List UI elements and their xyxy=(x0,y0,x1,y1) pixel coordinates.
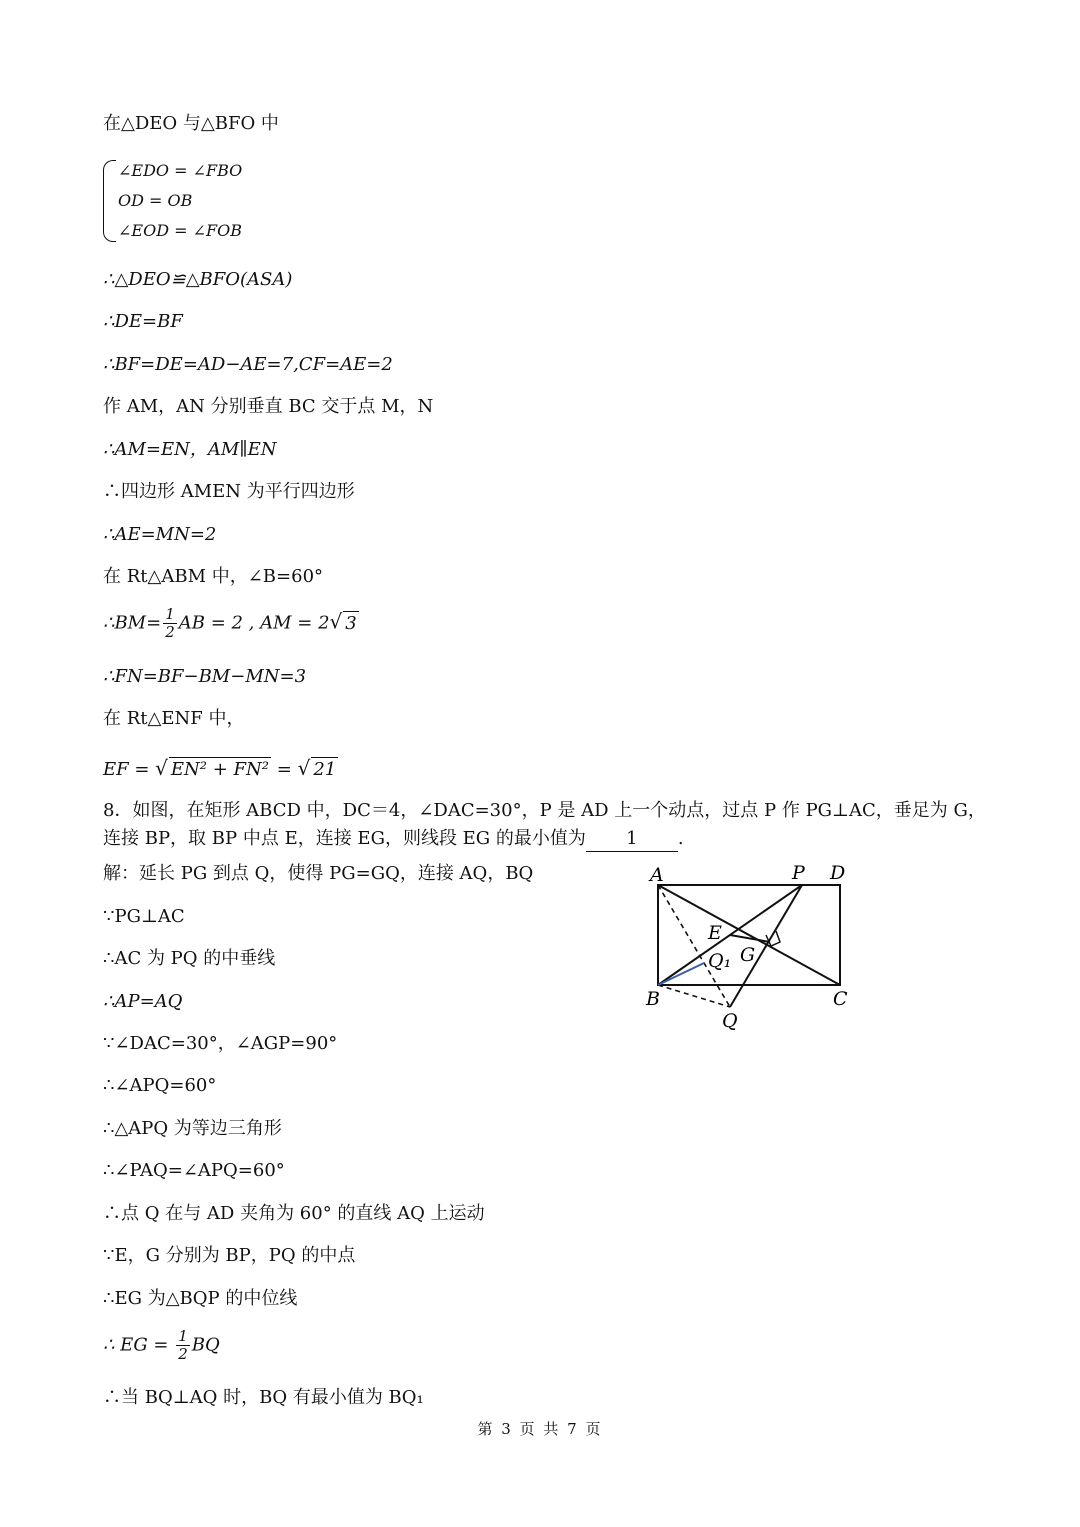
solution-line: ∴△APQ 为等边三角形 xyxy=(103,1118,282,1139)
solution-line: ∴点 Q 在与 AD 夹角为 60° 的直线 AQ 上运动 xyxy=(103,1203,485,1224)
formula-text: = xyxy=(276,759,292,780)
system-line-1: ∠EDO = ∠FBO xyxy=(118,161,243,180)
fraction-denominator: 2 xyxy=(165,623,175,641)
radicand: 21 xyxy=(313,759,337,780)
label-q: Q xyxy=(722,1010,738,1032)
solution-line: ∴当 BQ⊥AQ 时，BQ 有最小值为 BQ₁ xyxy=(103,1387,424,1408)
text-line: 在 Rt△ENF 中， xyxy=(103,708,245,729)
solution-line: ∴AC 为 PQ 的中垂线 xyxy=(103,948,276,969)
fraction xyxy=(176,1328,190,1363)
solution-line: ∴∠APQ=60° xyxy=(103,1075,217,1096)
question-text: 8．如图，在矩形 ABCD 中，DC＝4，∠DAC=30°，P 是 AD 上一个动点，过点 P 作 PG⊥AC，垂足为 G， xyxy=(103,800,986,821)
solution-line: ∴∠PAQ=∠APQ=60° xyxy=(103,1160,285,1181)
formula-text: AB = 2 , AM = 2 xyxy=(178,612,330,634)
label-c: C xyxy=(833,988,848,1010)
text-line: ∴AM=EN，AM∥EN xyxy=(103,439,277,460)
formula-text: ∴BM= xyxy=(103,612,162,634)
question-text xyxy=(103,827,684,852)
text-line: 作 AM，AN 分别垂直 BC 交于点 M，N xyxy=(103,396,434,417)
text-line: 在 Rt△ABM 中，∠B=60° xyxy=(103,566,324,587)
solution-line: ∵E，G 分别为 BP，PQ 的中点 xyxy=(103,1245,356,1266)
formula-text: EF = xyxy=(103,759,150,780)
solution-line: ∵∠DAC=30°，∠AGP=90° xyxy=(103,1033,338,1054)
label-q1: Q₁ xyxy=(708,950,732,972)
left-brace xyxy=(103,160,116,242)
formula-line xyxy=(103,756,338,782)
text-line: ∴AE=MN=2 xyxy=(103,524,217,545)
text-line: ∴四边形 AMEN 为平行四边形 xyxy=(103,481,355,502)
formula-text: BQ xyxy=(191,1334,220,1356)
label-a: A xyxy=(650,864,664,886)
answer-blank: 1 xyxy=(586,827,678,852)
sqrt-sign: √ xyxy=(329,609,343,634)
solution-line: ∵PG⊥AC xyxy=(103,906,185,927)
segment-bq1 xyxy=(658,963,704,985)
formula-text: ∴ EG = xyxy=(103,1334,169,1356)
label-g: G xyxy=(740,944,756,966)
text-line: ∴FN=BF−BM−MN=3 xyxy=(103,666,307,687)
text-line: ∴BF=DE=AD−AE=7,CF=AE=2 xyxy=(103,354,393,375)
equation-system xyxy=(103,160,242,242)
fraction-numerator: 1 xyxy=(165,605,175,623)
solution-line: ∴EG 为△BQP 的中位线 xyxy=(103,1288,298,1309)
text-line: ∴△DEO≌△BFO(ASA) xyxy=(103,269,293,290)
formula-line xyxy=(103,1328,220,1363)
fraction-numerator: 1 xyxy=(178,1327,188,1345)
geometry-figure xyxy=(630,855,870,1035)
label-e: E xyxy=(708,922,722,944)
fraction xyxy=(163,606,177,641)
solution-line: 解：延长 PG 到点 Q，使得 PG=GQ，连接 AQ，BQ xyxy=(103,863,534,884)
label-d: D xyxy=(830,862,846,884)
system-line-3: ∠EOD = ∠FOB xyxy=(118,221,242,240)
radicand: 3 xyxy=(345,612,357,634)
text-line: ∴DE=BF xyxy=(103,311,183,332)
fraction-denominator: 2 xyxy=(178,1345,188,1363)
solution-line: ∴AP=AQ xyxy=(103,991,183,1012)
page-footer: 第 3 页 共 7 页 xyxy=(477,1420,603,1438)
label-p: P xyxy=(792,862,805,884)
text-line: 在△DEO 与△BFO 中 xyxy=(103,113,279,134)
system-line-2: OD = OB xyxy=(118,191,193,210)
diagonal-ac xyxy=(658,885,840,985)
question-text-part: 连接 BP，取 BP 中点 E，连接 EG，则线段 EG 的最小值为 xyxy=(103,828,586,849)
formula-line xyxy=(103,606,359,641)
label-b: B xyxy=(646,988,660,1010)
sqrt-sign: √ xyxy=(155,756,168,780)
radicand: EN² + FN² xyxy=(170,759,270,780)
question-text-part: . xyxy=(677,828,684,849)
sqrt-sign: √ xyxy=(297,756,311,780)
